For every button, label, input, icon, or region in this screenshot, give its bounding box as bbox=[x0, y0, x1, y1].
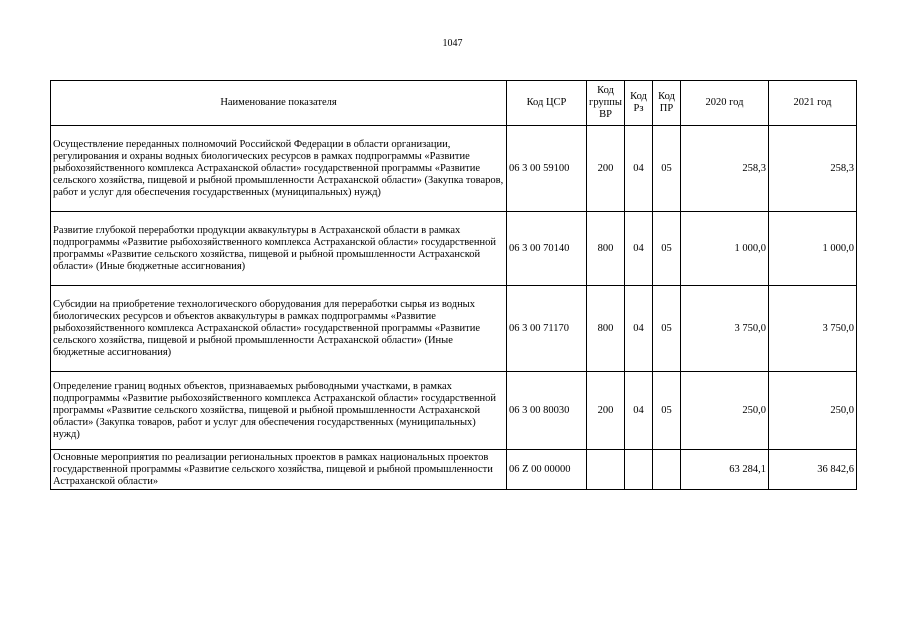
row-value-2020: 63 284,1 bbox=[681, 450, 769, 490]
header-name: Наименование показателя bbox=[51, 81, 507, 126]
row-vr-code bbox=[587, 450, 625, 490]
budget-table bbox=[50, 80, 857, 490]
table-row bbox=[51, 286, 857, 372]
row-csr-code: 06 3 00 59100 bbox=[507, 126, 587, 212]
row-vr-code: 200 bbox=[587, 372, 625, 450]
header-2021: 2021 год bbox=[769, 81, 857, 126]
row-name: Определение границ водных объектов, признаваемых рыбоводными участками, в рамках подпрограммы «Развитие рыбохозяйственного комплекса Астраханской области» государственной программы «Развитие сельского хозяйства, пищевой и рыбной промышленности Астраханской области» (Закупка товаров, работ и услуг для обеспечения государственных (муниципальных) нужд) bbox=[51, 372, 507, 450]
row-pr-code: 05 bbox=[653, 286, 681, 372]
row-value-2020: 3 750,0 bbox=[681, 286, 769, 372]
row-name: Основные мероприятия по реализации региональных проектов в рамках национальных проектов государственной программы «Развитие сельского хозяйства, пищевой и рыбной промышленности Астраханской области» bbox=[51, 450, 507, 490]
row-value-2020: 1 000,0 bbox=[681, 212, 769, 286]
row-pr-code bbox=[653, 450, 681, 490]
row-csr-code: 06 3 00 71170 bbox=[507, 286, 587, 372]
row-name: Развитие глубокой переработки продукции аквакультуры в Астраханской области в рамках подпрограммы «Развитие рыбохозяйственного комплекса Астраханской области» государственной программы «Развитие сельского хозяйства, пищевой и рыбной промышленности Астраханской области» (Иные бюджетные ассигнования) bbox=[51, 212, 507, 286]
row-rz-code: 04 bbox=[625, 212, 653, 286]
row-rz-code bbox=[625, 450, 653, 490]
row-value-2020: 258,3 bbox=[681, 126, 769, 212]
row-pr-code: 05 bbox=[653, 126, 681, 212]
header-pr-code: Код ПР bbox=[653, 81, 681, 126]
row-name: Субсидии на приобретение технологического оборудования для переработки сырья из водных биологических ресурсов и объектов аквакультуры в рамках подпрограммы «Развитие рыбохозяйственного комплекса Астраханской области» государственной программы «Развитие сельского хозяйства, пищевой и рыбной промышленности Астраханской области» (Иные бюджетные ассигнования) bbox=[51, 286, 507, 372]
header-csr-code: Код ЦСР bbox=[507, 81, 587, 126]
row-vr-code: 800 bbox=[587, 286, 625, 372]
row-value-2021: 1 000,0 bbox=[769, 212, 857, 286]
header-2020: 2020 год bbox=[681, 81, 769, 126]
row-value-2020: 250,0 bbox=[681, 372, 769, 450]
table-row bbox=[51, 450, 857, 490]
table-row bbox=[51, 126, 857, 212]
header-vr-code: Код группы ВР bbox=[587, 81, 625, 126]
row-csr-code: 06 3 00 70140 bbox=[507, 212, 587, 286]
row-csr-code: 06 3 00 80030 bbox=[507, 372, 587, 450]
row-vr-code: 800 bbox=[587, 212, 625, 286]
row-value-2021: 36 842,6 bbox=[769, 450, 857, 490]
table-header-row bbox=[51, 81, 857, 126]
row-pr-code: 05 bbox=[653, 212, 681, 286]
table-row bbox=[51, 212, 857, 286]
row-vr-code: 200 bbox=[587, 126, 625, 212]
row-rz-code: 04 bbox=[625, 126, 653, 212]
row-value-2021: 3 750,0 bbox=[769, 286, 857, 372]
row-pr-code: 05 bbox=[653, 372, 681, 450]
header-rz-code: Код Рз bbox=[625, 81, 653, 126]
row-csr-code: 06 Z 00 00000 bbox=[507, 450, 587, 490]
row-value-2021: 258,3 bbox=[769, 126, 857, 212]
row-name: Осуществление переданных полномочий Российской Федерации в области организации, регулирования и охраны водных биологических ресурсов в рамках подпрограммы «Развитие рыбохозяйственного комплекса Астраханской области» государственной программы «Развитие сельского хозяйства, пищевой и рыбной промышленности Астраханской области» (Закупка товаров, работ и услуг для обеспечения государственных (муниципальных) нужд) bbox=[51, 126, 507, 212]
page-number: 1047 bbox=[442, 38, 463, 49]
row-rz-code: 04 bbox=[625, 286, 653, 372]
row-rz-code: 04 bbox=[625, 372, 653, 450]
table-row bbox=[51, 372, 857, 450]
row-value-2021: 250,0 bbox=[769, 372, 857, 450]
